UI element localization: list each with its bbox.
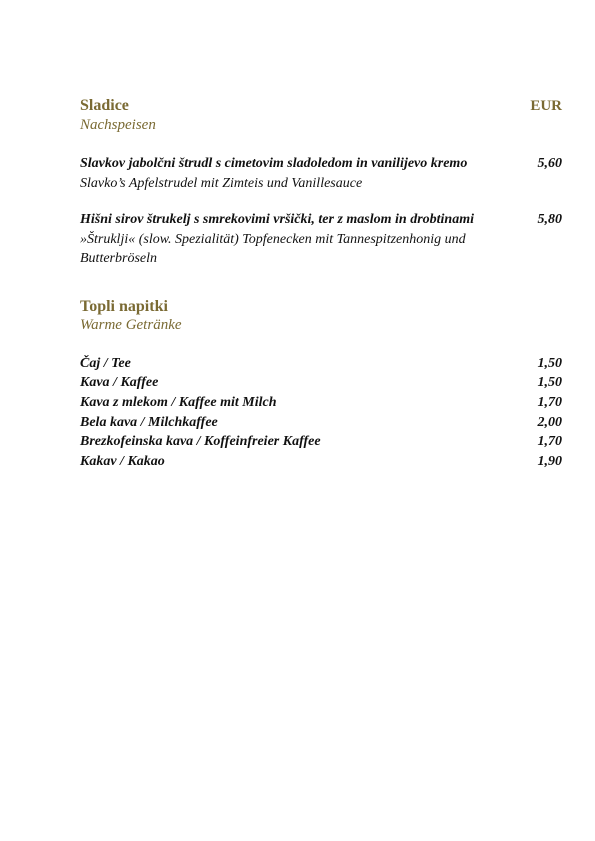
drink-name: Brezkofeinska kava / Koffeinfreier Kaffee: [80, 434, 321, 450]
drink-name: Kakav / Kakao: [80, 454, 165, 470]
menu-item-price: 5,80: [537, 212, 562, 227]
desserts-header: [80, 96, 562, 116]
menu-item-text: [80, 154, 480, 193]
menu-page: [80, 96, 562, 472]
drinks-list: [80, 354, 562, 472]
drink-price: 1,70: [537, 434, 562, 450]
desserts-subtitle: Nachspeisen: [80, 117, 156, 133]
menu-item-price: 5,60: [537, 156, 562, 171]
drink-row: [80, 413, 562, 433]
drink-price: 1,90: [537, 454, 562, 470]
drink-price: 1,50: [537, 355, 562, 371]
drink-row: [80, 452, 562, 472]
drink-row: [80, 393, 562, 413]
menu-item-name: Slavkov jabolčni štrudl s cimetovim sladoledom in vanilijevo kremo: [80, 156, 468, 171]
desserts-section: [80, 96, 562, 269]
drink-row: [80, 354, 562, 374]
drink-price: 2,00: [537, 414, 562, 430]
drinks-section: [80, 297, 562, 472]
drink-row: [80, 373, 562, 393]
menu-item-description: Slavko’s Apfelstrudel mit Zimteis und Vanillesauce: [80, 175, 363, 191]
menu-item-description: »Štruklji« (slow. Spezialität) Topfenecken mit Tannespitzenhonig und Butterbröseln: [80, 231, 466, 266]
drink-name: Bela kava / Milchkaffee: [80, 414, 218, 430]
drink-name: Kava / Kaffee: [80, 375, 159, 391]
drink-price: 1,70: [537, 394, 562, 410]
drink-name: Čaj / Tee: [80, 355, 131, 371]
currency-label: EUR: [530, 98, 562, 114]
menu-item-name: Hišni sirov štrukelj s smrekovimi vršički, ter z maslom in drobtinami: [80, 212, 474, 227]
menu-item: [80, 210, 562, 269]
drinks-title: Topli napitki: [80, 297, 168, 315]
drinks-subtitle: Warme Getränke: [80, 316, 182, 333]
drink-price: 1,50: [537, 375, 562, 391]
menu-item: [80, 154, 562, 193]
desserts-list: [80, 154, 562, 269]
drink-row: [80, 432, 562, 452]
desserts-title: Sladice: [80, 97, 129, 114]
menu-item-text: [80, 210, 480, 269]
drink-name: Kava z mlekom / Kaffee mit Milch: [80, 394, 277, 410]
